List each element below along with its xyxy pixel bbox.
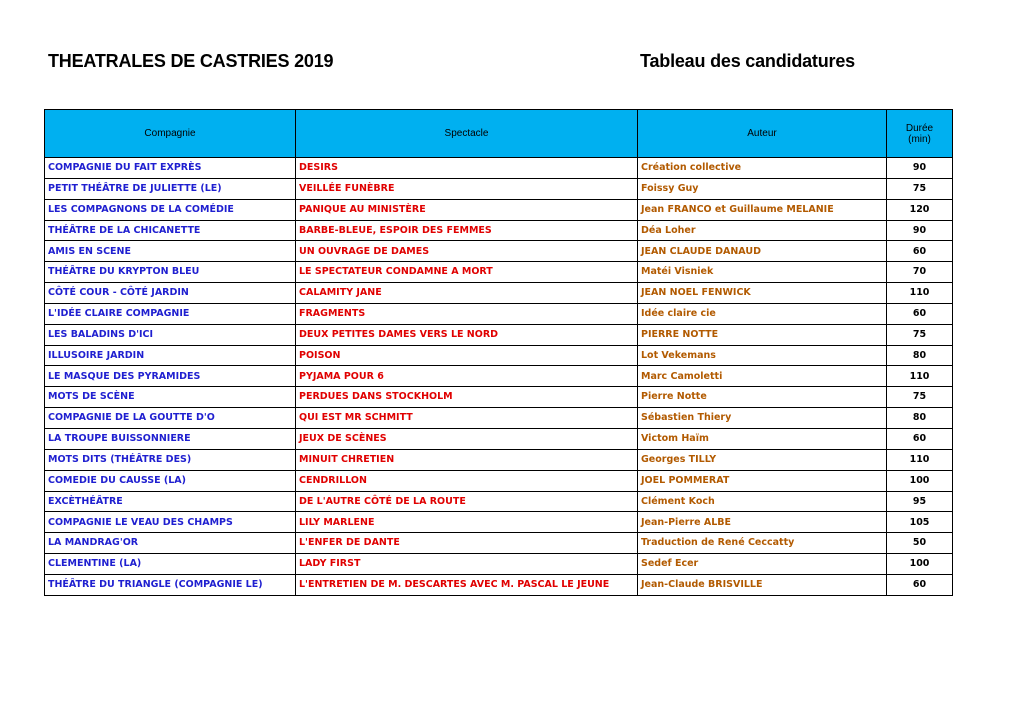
cell-spectacle: POISON	[296, 345, 638, 366]
cell-auteur: Déa Loher	[638, 220, 887, 241]
table-row	[45, 262, 953, 283]
table-row	[45, 366, 953, 387]
cell-auteur: Marc Camoletti	[638, 366, 887, 387]
table-row	[45, 324, 953, 345]
table-row	[45, 574, 953, 595]
cell-duree: 60	[887, 303, 953, 324]
table-row	[45, 512, 953, 533]
cell-spectacle: L'ENFER DE DANTE	[296, 533, 638, 554]
cell-duree: 60	[887, 574, 953, 595]
cell-auteur: Traduction de René Ceccatty	[638, 533, 887, 554]
cell-duree: 100	[887, 554, 953, 575]
cell-compagnie: COMEDIE DU CAUSSE (LA)	[45, 470, 296, 491]
cell-compagnie: PETIT THÉÂTRE DE JULIETTE (LE)	[45, 178, 296, 199]
cell-compagnie: MOTS DITS (THÉÂTRE DES)	[45, 449, 296, 470]
table-row	[45, 158, 953, 179]
cell-duree: 95	[887, 491, 953, 512]
cell-duree: 50	[887, 533, 953, 554]
cell-duree: 80	[887, 345, 953, 366]
document-subtitle: Tableau des candidatures	[640, 51, 855, 71]
cell-duree: 105	[887, 512, 953, 533]
cell-spectacle: DEUX PETITES DAMES VERS LE NORD	[296, 324, 638, 345]
cell-auteur: Jean-Claude BRISVILLE	[638, 574, 887, 595]
cell-spectacle: PYJAMA POUR 6	[296, 366, 638, 387]
document-title: THEATRALES DE CASTRIES 2019	[48, 51, 334, 71]
cell-auteur: JEAN CLAUDE DANAUD	[638, 241, 887, 262]
cell-duree: 90	[887, 158, 953, 179]
cell-compagnie: LA MANDRAG'OR	[45, 533, 296, 554]
table-row	[45, 491, 953, 512]
cell-auteur: JEAN NOEL FENWICK	[638, 283, 887, 304]
cell-compagnie: CLEMENTINE (LA)	[45, 554, 296, 575]
cell-compagnie: LA TROUPE BUISSONNIERE	[45, 428, 296, 449]
column-header-auteur: Auteur	[638, 110, 887, 158]
cell-auteur: Matéi Visniek	[638, 262, 887, 283]
candidatures-table	[44, 109, 953, 596]
cell-compagnie: EXCÈTHÉÂTRE	[45, 491, 296, 512]
cell-duree: 75	[887, 178, 953, 199]
cell-auteur: Clément Koch	[638, 491, 887, 512]
cell-spectacle: FRAGMENTS	[296, 303, 638, 324]
table-row	[45, 408, 953, 429]
cell-spectacle: CENDRILLON	[296, 470, 638, 491]
cell-spectacle: LILY MARLENE	[296, 512, 638, 533]
cell-spectacle: LE SPECTATEUR CONDAMNE A MORT	[296, 262, 638, 283]
cell-duree: 110	[887, 449, 953, 470]
cell-auteur: Victom Haïm	[638, 428, 887, 449]
cell-compagnie: LE MASQUE DES PYRAMIDES	[45, 366, 296, 387]
cell-spectacle: LADY FIRST	[296, 554, 638, 575]
column-header-spectacle: Spectacle	[296, 110, 638, 158]
table-row	[45, 220, 953, 241]
cell-auteur: Jean FRANCO et Guillaume MELANIE	[638, 199, 887, 220]
cell-compagnie: COMPAGNIE DE LA GOUTTE D'O	[45, 408, 296, 429]
cell-auteur: Création collective	[638, 158, 887, 179]
cell-auteur: Jean-Pierre ALBE	[638, 512, 887, 533]
cell-spectacle: QUI EST MR SCHMITT	[296, 408, 638, 429]
table-row	[45, 554, 953, 575]
table-row	[45, 178, 953, 199]
cell-spectacle: JEUX DE SCÈNES	[296, 428, 638, 449]
cell-spectacle: DE L'AUTRE CÔTÉ DE LA ROUTE	[296, 491, 638, 512]
column-header-duree	[887, 110, 953, 158]
cell-spectacle: CALAMITY JANE	[296, 283, 638, 304]
cell-auteur: Pierre Notte	[638, 387, 887, 408]
table-row	[45, 283, 953, 304]
cell-compagnie: THÉÂTRE DE LA CHICANETTE	[45, 220, 296, 241]
cell-auteur: Idée claire cie	[638, 303, 887, 324]
table-body	[45, 158, 953, 596]
cell-auteur: Sébastien Thiery	[638, 408, 887, 429]
cell-duree: 100	[887, 470, 953, 491]
cell-spectacle: PERDUES DANS STOCKHOLM	[296, 387, 638, 408]
cell-auteur: JOEL POMMERAT	[638, 470, 887, 491]
table-row	[45, 533, 953, 554]
cell-duree: 90	[887, 220, 953, 241]
cell-compagnie: CÔTÉ COUR - CÔTÉ JARDIN	[45, 283, 296, 304]
cell-spectacle: VEILLÉE FUNÈBRE	[296, 178, 638, 199]
cell-auteur: PIERRE NOTTE	[638, 324, 887, 345]
cell-auteur: Sedef Ecer	[638, 554, 887, 575]
cell-compagnie: THÉÂTRE DU TRIANGLE (COMPAGNIE LE)	[45, 574, 296, 595]
cell-compagnie: LES COMPAGNONS DE LA COMÉDIE	[45, 199, 296, 220]
cell-spectacle: BARBE-BLEUE, ESPOIR DES FEMMES	[296, 220, 638, 241]
cell-auteur: Lot Vekemans	[638, 345, 887, 366]
table-header-row	[45, 110, 953, 158]
table-row	[45, 387, 953, 408]
cell-compagnie: LES BALADINS D'ICI	[45, 324, 296, 345]
table-row	[45, 449, 953, 470]
cell-compagnie: COMPAGNIE DU FAIT EXPRÈS	[45, 158, 296, 179]
cell-spectacle: L'ENTRETIEN DE M. DESCARTES AVEC M. PASCAL LE JEUNE	[296, 574, 638, 595]
cell-compagnie: COMPAGNIE LE VEAU DES CHAMPS	[45, 512, 296, 533]
cell-duree: 120	[887, 199, 953, 220]
cell-duree: 70	[887, 262, 953, 283]
cell-spectacle: UN OUVRAGE DE DAMES	[296, 241, 638, 262]
cell-spectacle: DESIRS	[296, 158, 638, 179]
table-row	[45, 199, 953, 220]
cell-auteur: Georges TILLY	[638, 449, 887, 470]
table-row	[45, 303, 953, 324]
cell-duree: 110	[887, 366, 953, 387]
cell-compagnie: THÉÂTRE DU KRYPTON BLEU	[45, 262, 296, 283]
table-row	[45, 345, 953, 366]
table-row	[45, 241, 953, 262]
table-row	[45, 470, 953, 491]
cell-duree: 110	[887, 283, 953, 304]
cell-spectacle: PANIQUE AU MINISTÈRE	[296, 199, 638, 220]
column-header-duree-unit: (min)	[908, 133, 931, 145]
cell-compagnie: MOTS DE SCÈNE	[45, 387, 296, 408]
cell-duree: 60	[887, 241, 953, 262]
cell-compagnie: AMIS EN SCENE	[45, 241, 296, 262]
cell-duree: 60	[887, 428, 953, 449]
column-header-duree-label: Durée	[905, 122, 934, 134]
cell-duree: 75	[887, 324, 953, 345]
table-row	[45, 428, 953, 449]
cell-duree: 75	[887, 387, 953, 408]
column-header-compagnie: Compagnie	[45, 110, 296, 158]
cell-auteur: Foissy Guy	[638, 178, 887, 199]
cell-duree: 80	[887, 408, 953, 429]
cell-compagnie: ILLUSOIRE JARDIN	[45, 345, 296, 366]
cell-compagnie: L'IDÉE CLAIRE COMPAGNIE	[45, 303, 296, 324]
cell-spectacle: MINUIT CHRETIEN	[296, 449, 638, 470]
